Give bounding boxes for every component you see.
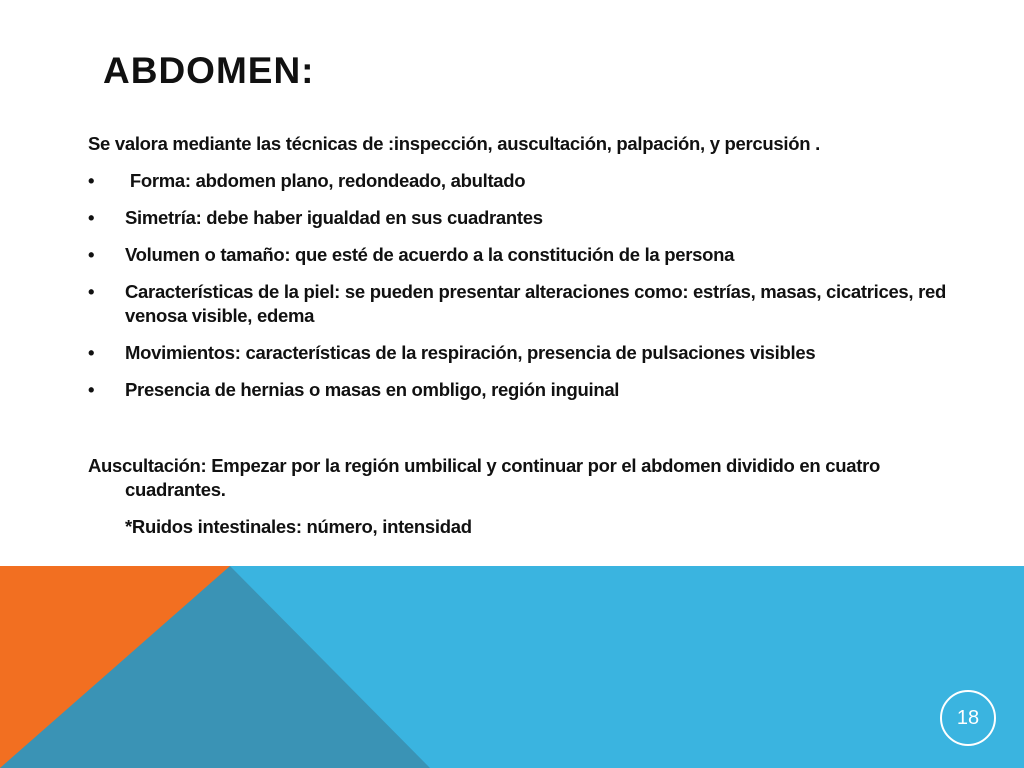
bullet-dot: • <box>88 281 95 302</box>
decorative-shapes <box>0 566 1024 768</box>
page-number: 18 <box>956 706 980 729</box>
bullet-item-hernias <box>88 378 948 402</box>
bullet-dot: • <box>88 244 95 265</box>
bullet-text: Presencia de hernias o masas en ombligo, región inguinal <box>125 379 620 400</box>
bullet-dot: • <box>88 207 95 228</box>
bullet-dot: • <box>88 379 95 400</box>
bullet-dot: • <box>88 342 95 363</box>
slide-body <box>88 132 948 539</box>
bullet-text: Simetría: debe haber igualdad en sus cuadrantes <box>125 207 543 228</box>
bullet-item-forma <box>88 169 948 193</box>
bullet-text: Forma: abdomen plano, redondeado, abultado <box>125 170 526 191</box>
bullet-dot: • <box>88 170 95 191</box>
spacer <box>88 415 948 454</box>
bullet-text: Volumen o tamaño: que esté de acuerdo a la constitución de la persona <box>125 244 735 265</box>
bullet-list <box>88 169 948 402</box>
slide-title: ABDOMEN: <box>103 50 315 91</box>
intro-text: Se valora mediante las técnicas de :inspección, auscultación, palpación, y percusión . <box>88 133 820 154</box>
bullet-item-movimientos <box>88 341 948 365</box>
auscultation-subtext: *Ruidos intestinales: número, intensidad <box>125 516 472 537</box>
bullet-item-volumen <box>88 243 948 267</box>
page-number-badge <box>940 690 996 746</box>
bullet-item-simetria <box>88 206 948 230</box>
bullet-text: Movimientos: características de la respiración, presencia de pulsaciones visibles <box>125 342 816 363</box>
bullet-item-piel <box>88 280 948 328</box>
bullet-text: Características de la piel: se pueden presentar alteraciones como: estrías, masas, cicatrices, red venosa visible, edema <box>125 281 946 326</box>
auscultation-text: Auscultación: Empezar por la región umbilical y continuar por el abdomen dividido en cuatro cuadrantes. <box>88 455 880 500</box>
